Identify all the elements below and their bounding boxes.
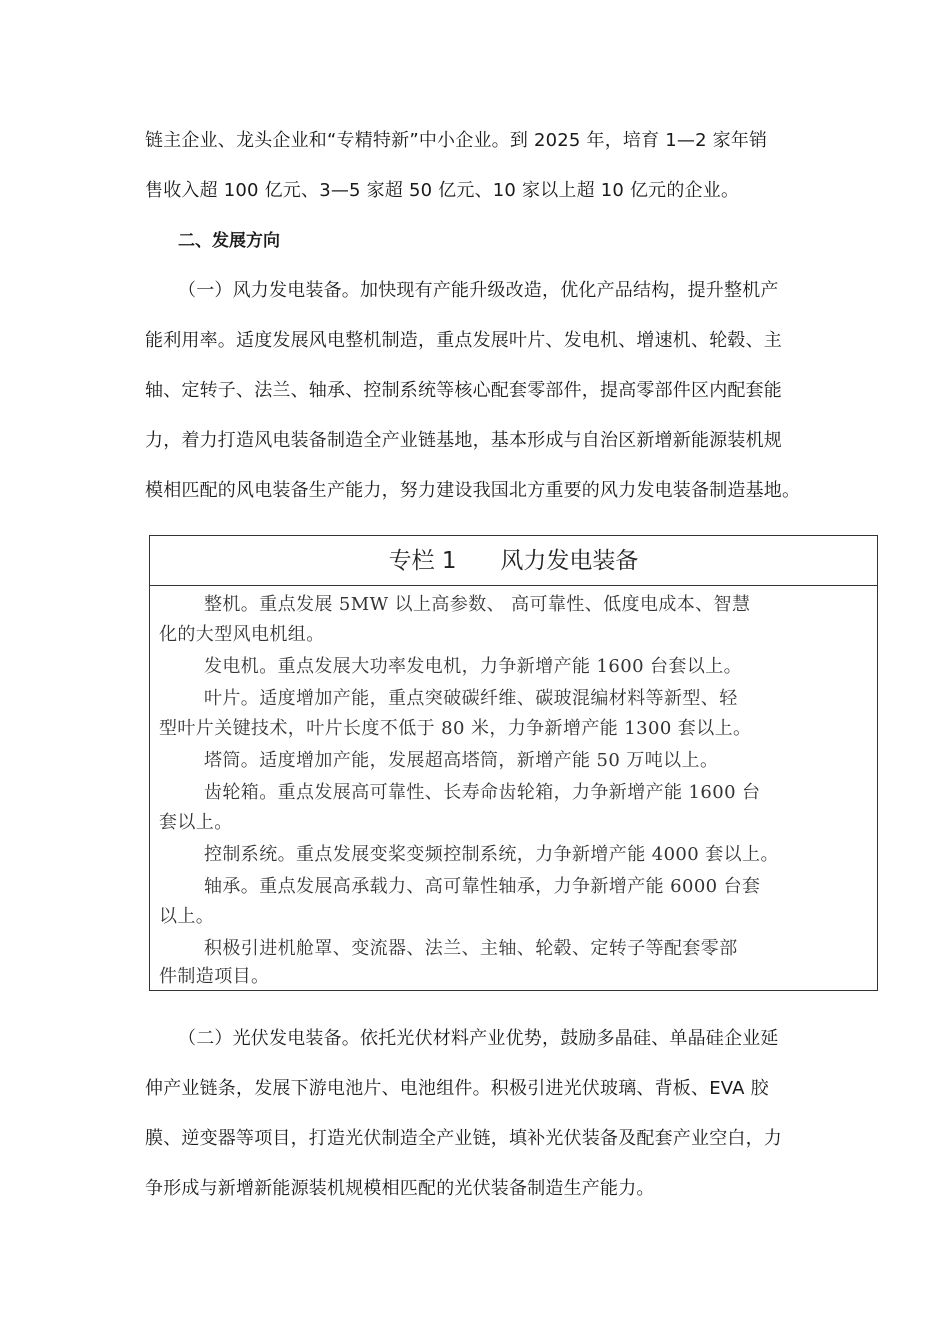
column-box-line: 控制系统。重点发展变桨变频控制系统，力争新增产能 4000 套以上。 — [204, 844, 779, 865]
pv-paragraph-line-4: 争形成与新增新能源装机规模相匹配的光伏装备制造生产能力。 — [145, 1178, 655, 1199]
column-box-line: 齿轮箱。重点发展高可靠性、长寿命齿轮箱，力争新增产能 1600 台 — [204, 782, 761, 803]
intro-line-2: 售收入超 100 亿元、3—5 家超 50 亿元、10 家以上超 10 亿元的企业。 — [145, 180, 740, 201]
column-box-line: 积极引进机舱罩、变流器、法兰、主轴、轮毂、定转子等配套零部 — [204, 938, 738, 959]
column-box-line: 塔筒。适度增加产能，发展超高塔筒，新增产能 50 万吨以上。 — [204, 750, 719, 771]
wind-paragraph-line-5: 模相匹配的风电装备生产能力，努力建设我国北方重要的风力发电装备制造基地。 — [145, 480, 801, 501]
column-box-line: 发电机。重点发展大功率发电机，力争新增产能 1600 台套以上。 — [204, 656, 743, 677]
column-box-line: 化的大型风电机组。 — [159, 624, 325, 645]
column-box-line: 件制造项目。 — [159, 966, 270, 987]
section-heading-development-direction: 二、发展方向 — [178, 231, 280, 251]
pv-paragraph-line-2: 伸产业链条，发展下游电池片、电池组件。积极引进光伏玻璃、背板、EVA 胶 — [145, 1078, 769, 1099]
column-box-line: 叶片。适度增加产能，重点突破碳纤维、碳玻混编材料等新型、轻 — [204, 688, 738, 709]
wind-paragraph-line-2: 能利用率。适度发展风电整机制造，重点发展叶片、发电机、增速机、轮毂、主 — [145, 330, 782, 351]
column-box-title: 专栏 1 风力发电装备 — [150, 536, 877, 586]
pv-paragraph-line-3: 膜、逆变器等项目，打造光伏制造全产业链，填补光伏装备及配套产业空白，力 — [145, 1128, 782, 1149]
column-box-line: 整机。重点发展 5MW 以上高参数、 高可靠性、低度电成本、智慧 — [204, 594, 751, 615]
column-box-line: 型叶片关键技术，叶片长度不低于 80 米，力争新增产能 1300 套以上。 — [159, 718, 752, 739]
pv-paragraph-line-1: （二）光伏发电装备。依托光伏材料产业优势，鼓励多晶硅、单晶硅企业延 — [178, 1028, 779, 1049]
column-box-line: 轴承。重点发展高承载力、高可靠性轴承，力争新增产能 6000 台套 — [204, 876, 761, 897]
wind-paragraph-line-4: 力，着力打造风电装备制造全产业链基地，基本形成与自治区新增新能源装机规 — [145, 430, 782, 451]
wind-paragraph-line-1: （一）风力发电装备。加快现有产能升级改造，优化产品结构，提升整机产 — [178, 280, 779, 301]
wind-paragraph-line-3: 轴、定转子、法兰、轴承、控制系统等核心配套零部件，提高零部件区内配套能 — [145, 380, 782, 401]
column-box-line: 以上。 — [159, 906, 215, 927]
column-box-line: 套以上。 — [159, 812, 233, 833]
column-box-wind-equipment — [149, 535, 878, 991]
intro-line-1: 链主企业、龙头企业和“专精特新”中小企业。到 2025 年，培育 1—2 家年销 — [145, 130, 768, 151]
